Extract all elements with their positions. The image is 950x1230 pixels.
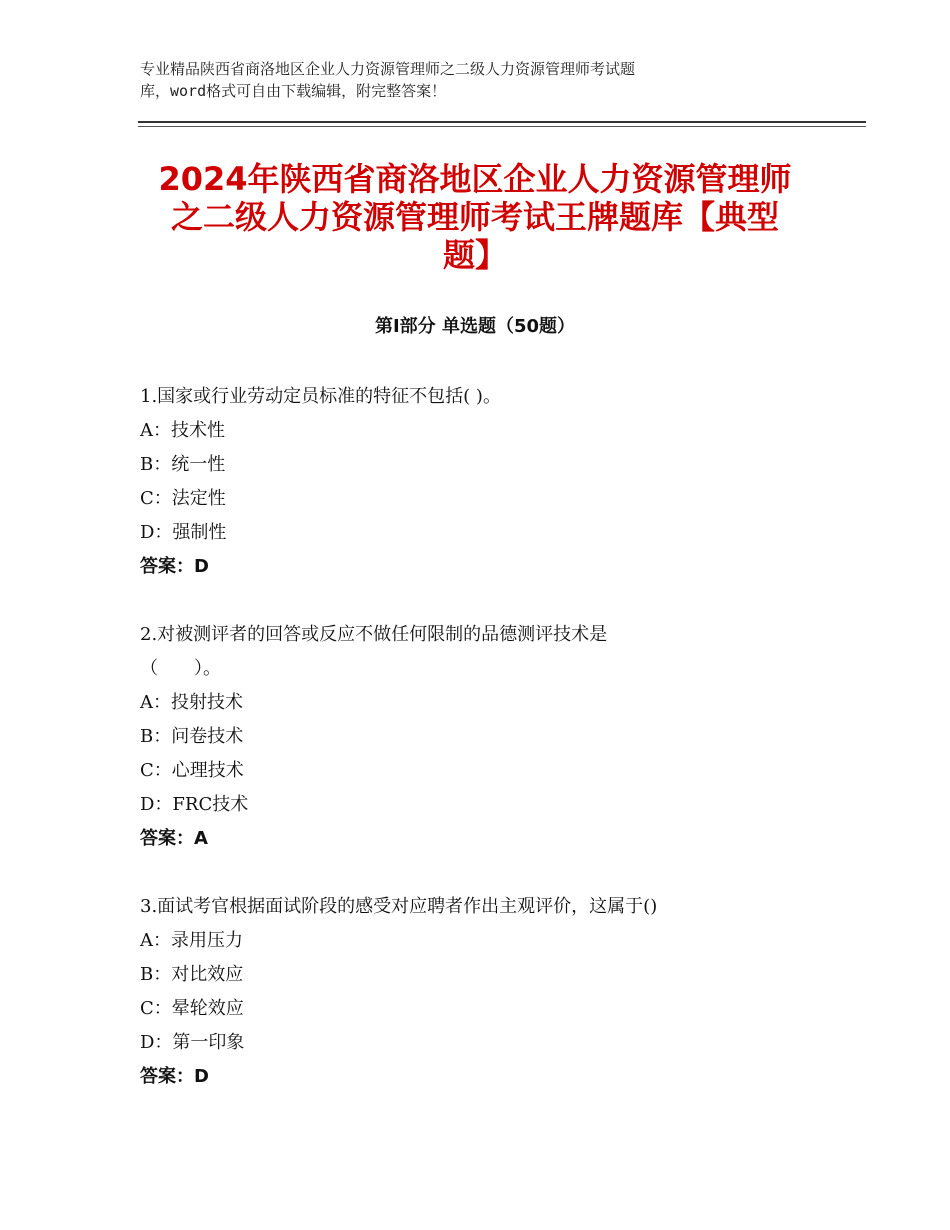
section-heading: 第Ⅰ部分 单选题（50题） xyxy=(374,316,575,337)
answer-text: 答案：D xyxy=(140,1066,209,1087)
title-line: 之二级人力资源管理师考试王牌题库【典型 xyxy=(170,198,779,236)
option-d: D：第一印象 xyxy=(140,1032,245,1053)
option-b: B：统一性 xyxy=(140,454,226,475)
question-item xyxy=(140,618,840,856)
document-title xyxy=(120,160,830,274)
title-line: 题】 xyxy=(442,236,507,274)
answer-text: 答案：A xyxy=(140,828,208,849)
question-stem: 1.国家或行业劳动定员标准的特征不包括( )。 xyxy=(140,386,501,407)
header-note-line: 专业精品陕西省商洛地区企业人力资源管理师之二级人力资源管理师考试题 xyxy=(140,60,636,78)
option-a: A：技术性 xyxy=(140,420,225,441)
option-a: A：投射技术 xyxy=(140,692,243,713)
option-b: B：对比效应 xyxy=(140,964,244,985)
question-stem: 3.面试考官根据面试阶段的感受对应聘者作出主观评价，这属于() xyxy=(140,896,658,917)
header-divider xyxy=(138,121,866,123)
option-c: C：心理技术 xyxy=(140,760,244,781)
option-d: D：FRC技术 xyxy=(140,794,249,815)
option-c: C：晕轮效应 xyxy=(140,998,244,1019)
header-divider-thin xyxy=(138,126,866,127)
header-note-line: 库，word格式可自由下载编辑，附完整答案！ xyxy=(140,82,447,100)
question-stem: 2.对被测评者的回答或反应不做任何限制的品德测评技术是 xyxy=(140,624,608,645)
question-stem-continued: （ ）。 xyxy=(140,658,221,679)
option-a: A：录用压力 xyxy=(140,930,243,951)
header-note xyxy=(140,58,790,102)
question-item xyxy=(140,890,840,1094)
question-item xyxy=(140,380,840,584)
option-b: B：问卷技术 xyxy=(140,726,244,747)
title-line: 2024年陕西省商洛地区企业人力资源管理师 xyxy=(158,160,792,198)
answer-text: 答案：D xyxy=(140,556,209,577)
option-d: D：强制性 xyxy=(140,522,227,543)
option-c: C：法定性 xyxy=(140,488,226,509)
